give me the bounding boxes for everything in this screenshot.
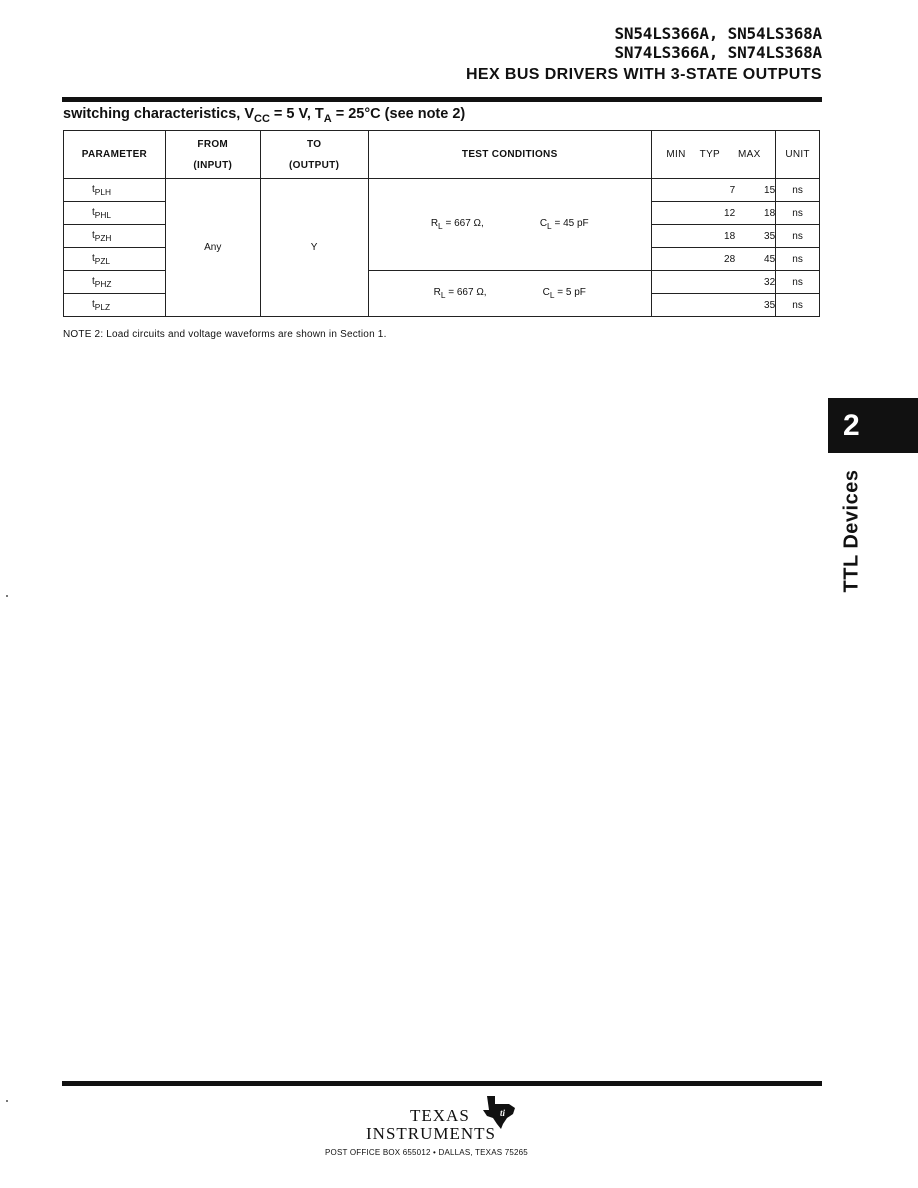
header-to: TO (OUTPUT) xyxy=(260,131,368,179)
ti-logo xyxy=(366,1094,566,1144)
param-cell: $t_{PLH}$ xyxy=(64,179,166,202)
condition-cell-1: $R_L = 667$ Ω, $C_L = 45$ pF xyxy=(368,179,651,271)
param-cell: $t_{PZH}$ xyxy=(64,225,166,248)
unit-cell: ns xyxy=(776,225,820,248)
header-part-numbers-line2: SN74LS366A, SN74LS368A xyxy=(614,43,822,62)
values-cell: 18 35 xyxy=(651,225,775,248)
footer-address: POST OFFICE BOX 655012 • DALLAS, TEXAS 75265 xyxy=(325,1148,528,1157)
header-from: FROM (INPUT) xyxy=(165,131,260,179)
switching-characteristics-table xyxy=(63,130,820,317)
values-cell: 32 xyxy=(651,271,775,294)
svg-text:ti: ti xyxy=(500,1108,506,1118)
param-cell: $t_{PLZ}$ xyxy=(64,294,166,317)
section-title: switching characteristics, $V_{CC} = 5$ V, $T_A = 25^\circ C$ (see note 2) xyxy=(63,106,466,125)
section-tab-number: 2 xyxy=(828,398,918,453)
header-unit: UNIT xyxy=(776,131,820,179)
values-cell: 28 45 xyxy=(651,248,775,271)
logo-text-texas: TEXAS xyxy=(410,1106,470,1125)
unit-cell: ns xyxy=(776,294,820,317)
param-cell: $t_{PZL}$ xyxy=(64,248,166,271)
values-cell: 7 15 xyxy=(651,179,775,202)
param-cell: $t_{PHL}$ xyxy=(64,202,166,225)
header-part-numbers-line1: SN54LS366A, SN54LS368A xyxy=(614,24,822,43)
scan-dot xyxy=(6,1100,8,1102)
param-cell: $t_{PHZ}$ xyxy=(64,271,166,294)
unit-cell: ns xyxy=(776,248,820,271)
table-row xyxy=(64,179,820,202)
unit-cell: ns xyxy=(776,271,820,294)
header-parameter: PARAMETER xyxy=(64,131,166,179)
scan-dot xyxy=(6,595,8,597)
values-cell: 35 xyxy=(651,294,775,317)
logo-text-instruments: INSTRUMENTS xyxy=(366,1124,497,1143)
header-title: HEX BUS DRIVERS WITH 3-STATE OUTPUTS xyxy=(465,66,822,83)
texas-state-icon xyxy=(479,1094,519,1130)
from-cell: Any xyxy=(165,179,260,317)
section-tab-label: TTL Devices xyxy=(840,469,863,593)
header-min-typ-max: MIN TYP MAX xyxy=(651,131,775,179)
header-test-conditions: TEST CONDITIONS xyxy=(368,131,651,179)
bottom-rule xyxy=(62,1081,822,1086)
to-cell: Y xyxy=(260,179,368,317)
unit-cell: ns xyxy=(776,179,820,202)
table-header-row xyxy=(64,131,820,179)
top-rule xyxy=(62,97,822,102)
unit-cell: ns xyxy=(776,202,820,225)
values-cell: 12 18 xyxy=(651,202,775,225)
table-note: NOTE 2: Load circuits and voltage waveforms are shown in Section 1. xyxy=(63,329,387,340)
condition-cell-2: $R_L = 667$ Ω, $C_L = 5$ pF xyxy=(368,271,651,317)
